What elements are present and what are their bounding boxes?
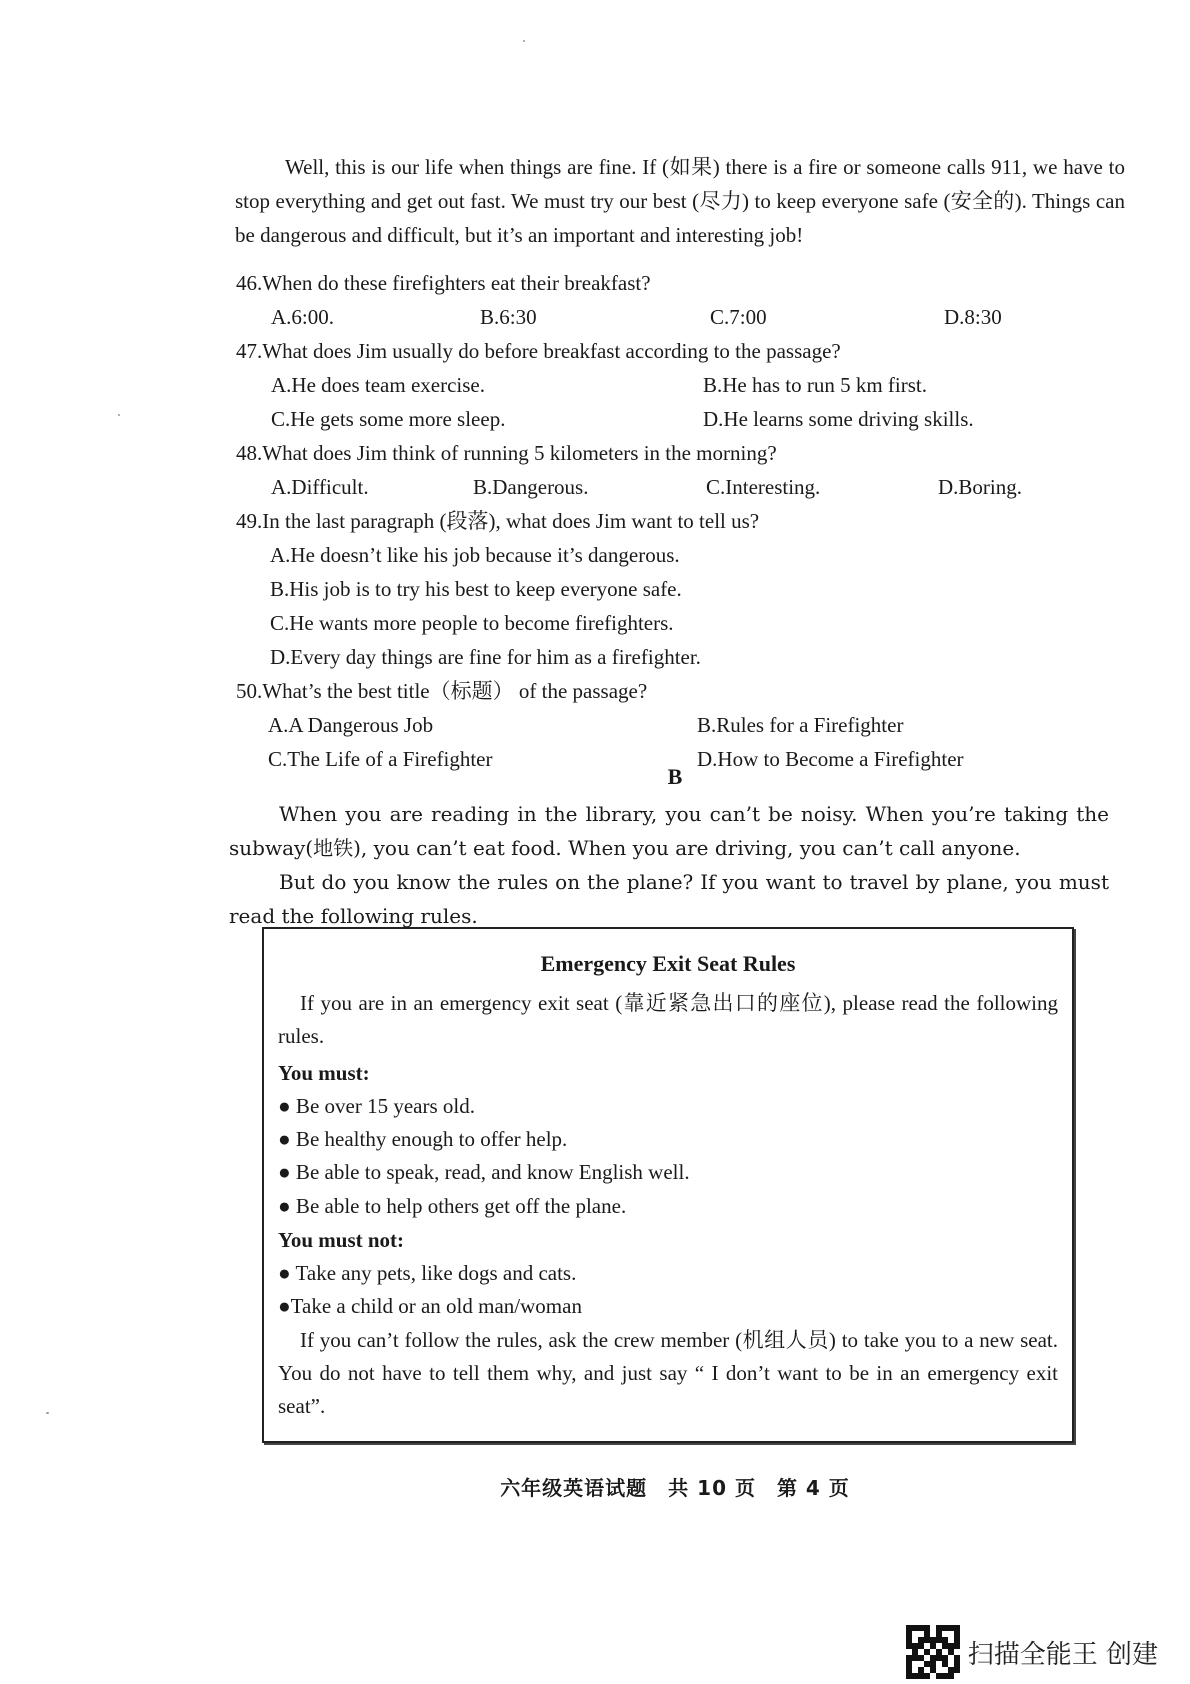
must-rule-1: ● Be over 15 years old. bbox=[278, 1094, 475, 1118]
q50-option-b: B.Rules for a Firefighter bbox=[697, 713, 904, 737]
qr-code-icon bbox=[906, 1625, 960, 1679]
section-b-paragraph-2: But do you know the rules on the plane? If you want to travel by plane, you must read the following rules. bbox=[229, 870, 1109, 928]
scanner-watermark bbox=[906, 1625, 1158, 1679]
q48-option-d: D.Boring. bbox=[938, 475, 1022, 499]
must-not-rule-2: ●Take a child or an old man/woman bbox=[278, 1294, 582, 1318]
q47-option-b: B.He has to run 5 km first. bbox=[703, 373, 927, 397]
q48-option-a: A.Difficult. bbox=[271, 475, 369, 499]
passage-closing-paragraph: Well, this is our life when things are fine. If (如果) there is a fire or someone calls 911, we have to stop everything and get out fast. We must try our best (尽力) to keep everyone safe (安全的). Things can be dangerous and difficult, but it’s an important and interesting job! bbox=[235, 155, 1125, 247]
q47-option-d: D.He learns some driving skills. bbox=[703, 407, 974, 431]
must-rule-3: ● Be able to speak, read, and know English well. bbox=[278, 1160, 690, 1184]
rules-box-title: Emergency Exit Seat Rules bbox=[540, 951, 796, 976]
q50-option-d: D.How to Become a Firefighter bbox=[697, 747, 964, 771]
page-footer: 六年级英语试题 共 10 页 第 4 页 bbox=[500, 1476, 850, 1500]
section-b-heading: B bbox=[667, 764, 683, 789]
q50-option-a: A.A Dangerous Job bbox=[268, 713, 434, 737]
question-48: 48.What does Jim think of running 5 kilometers in the morning? bbox=[236, 441, 777, 465]
q49-option-c: C.He wants more people to become firefighters. bbox=[270, 611, 674, 635]
q46-option-c: C.7:00 bbox=[710, 305, 767, 329]
must-not-heading: You must not: bbox=[278, 1228, 405, 1252]
q46-option-d: D.8:30 bbox=[944, 305, 1002, 329]
q46-option-a: A.6:00. bbox=[271, 305, 334, 329]
q48-option-b: B.Dangerous. bbox=[473, 475, 589, 499]
scan-speck bbox=[118, 414, 120, 416]
q50-option-c: C.The Life of a Firefighter bbox=[268, 747, 493, 771]
must-rule-2: ● Be healthy enough to offer help. bbox=[278, 1127, 568, 1151]
q47-option-a: A.He does team exercise. bbox=[271, 373, 485, 397]
question-46: 46.When do these firefighters eat their breakfast? bbox=[236, 271, 651, 295]
question-50: 50.What’s the best title（标题） of the passage? bbox=[236, 679, 648, 703]
q49-option-d: D.Every day things are fine for him as a firefighter. bbox=[270, 645, 701, 669]
scan-speck bbox=[46, 1412, 49, 1414]
q49-option-b: B.His job is to try his best to keep everyone safe. bbox=[270, 577, 682, 601]
question-47: 47.What does Jim usually do before breakfast according to the passage? bbox=[236, 339, 841, 363]
rules-intro: If you are in an emergency exit seat (靠近紧急出口的座位), please read the following rules. bbox=[278, 991, 1058, 1048]
scan-speck bbox=[523, 40, 525, 42]
q47-option-c: C.He gets some more sleep. bbox=[271, 407, 506, 431]
watermark-text: 扫描全能王 创建 bbox=[967, 1639, 1158, 1670]
rules-closing: If you can’t follow the rules, ask the crew member (机组人员) to take you to a new seat. You do not have to tell them why, and just say “ I don’t want to be in an emergency exit seat”. bbox=[278, 1328, 1058, 1418]
q49-option-a: A.He doesn’t like his job because it’s dangerous. bbox=[270, 543, 680, 567]
must-heading: You must: bbox=[278, 1061, 370, 1085]
section-b-paragraph-1: When you are reading in the library, you can’t be noisy. When you’re taking the subway(地铁), you can’t eat food. When you are driving, you can’t call anyone. bbox=[229, 802, 1109, 860]
must-not-rule-1: ● Take any pets, like dogs and cats. bbox=[278, 1261, 577, 1285]
must-rule-4: ● Be able to help others get off the plane. bbox=[278, 1194, 627, 1218]
q46-option-b: B.6:30 bbox=[480, 305, 537, 329]
question-49: 49.In the last paragraph (段落), what does Jim want to tell us? bbox=[236, 509, 760, 533]
rules-box bbox=[262, 927, 1074, 1443]
q48-option-c: C.Interesting. bbox=[706, 475, 821, 499]
